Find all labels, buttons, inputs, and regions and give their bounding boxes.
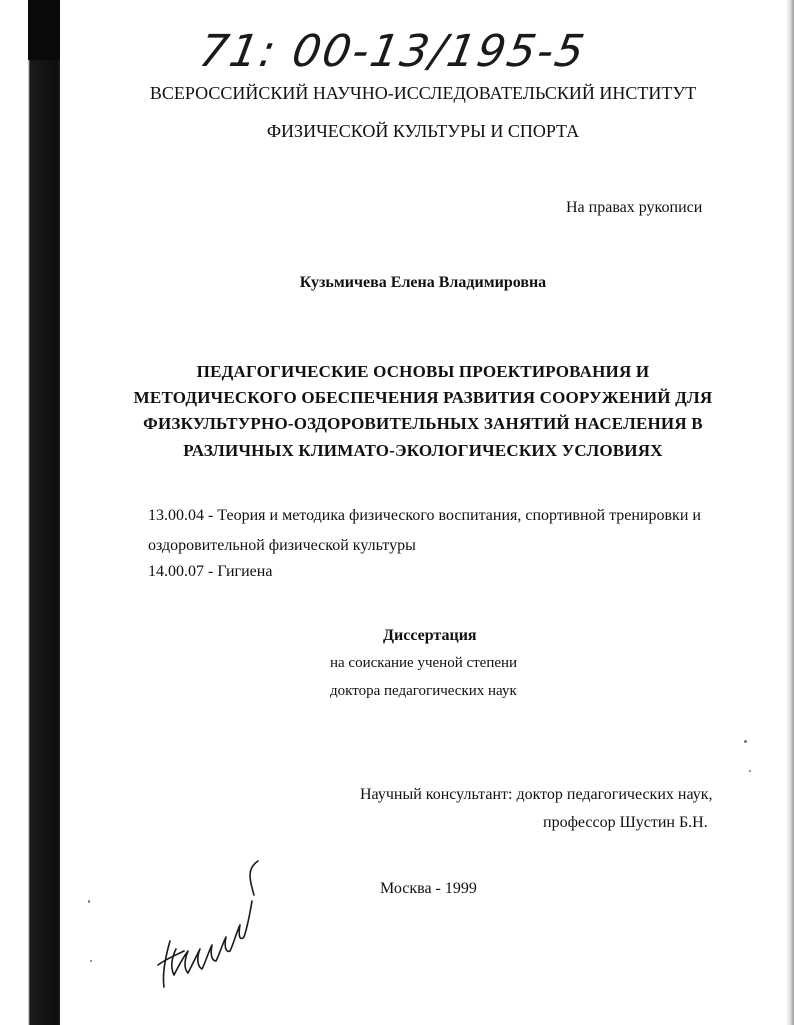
specialty-line-2: оздоровительной физической культуры [148,537,416,554]
author-name: Кузьмичева Елена Владимировна [299,274,547,291]
handwritten-signature [150,855,260,995]
consultant-line-1: Научный консультант: доктор педагогических наук, [360,786,713,803]
dissertation-heading: Диссертация [383,627,477,644]
scan-dark-corner [28,0,60,60]
institute-name-line2: ФИЗИЧЕСКОЙ КУЛЬТУРЫ И СПОРТА [266,121,580,141]
manuscript-note: На правах рукописи [566,199,703,216]
title-line-1: ПЕДАГОГИЧЕСКИЕ ОСНОВЫ ПРОЕКТИРОВАНИЯ И [196,362,650,381]
institute-name-line1: ВСЕРОССИЙСКИЙ НАУЧНО-ИССЛЕДОВАТЕЛЬСКИЙ ИНСТИТУТ [149,83,697,103]
city-year: Москва - 1999 [380,880,477,897]
scan-speck [744,740,747,743]
title-line-3: ФИЗКУЛЬТУРНО-ОЗДОРОВИТЕЛЬНЫХ ЗАНЯТИЙ НАСЕЛЕНИЯ В [143,414,703,433]
handwritten-archive-code: 71: 00-13/195-5 [195,26,590,77]
dissertation-line-2: на соискание ученой степени [330,655,518,671]
scan-speck [88,900,90,903]
scan-dark-margin [0,0,60,1025]
scan-speck [90,960,92,962]
consultant-line-2: профессор Шустин Б.Н. [543,814,708,831]
scan-right-edge [786,0,794,1025]
title-line-4: РАЗЛИЧНЫХ КЛИМАТО-ЭКОЛОГИЧЕСКИХ УСЛОВИЯХ [183,441,663,460]
specialty-line-1: 13.00.04 - Теория и методика физического воспитания, спортивной тренировки и [148,507,701,524]
dissertation-line-3: доктора педагогических наук [330,683,517,699]
specialty-line-3: 14.00.07 - Гигиена [148,563,273,580]
scan-speck [749,770,751,772]
title-line-2: МЕТОДИЧЕСКОГО ОБЕСПЕЧЕНИЯ РАЗВИТИЯ СООРУЖЕНИЙ ДЛЯ [133,388,713,407]
